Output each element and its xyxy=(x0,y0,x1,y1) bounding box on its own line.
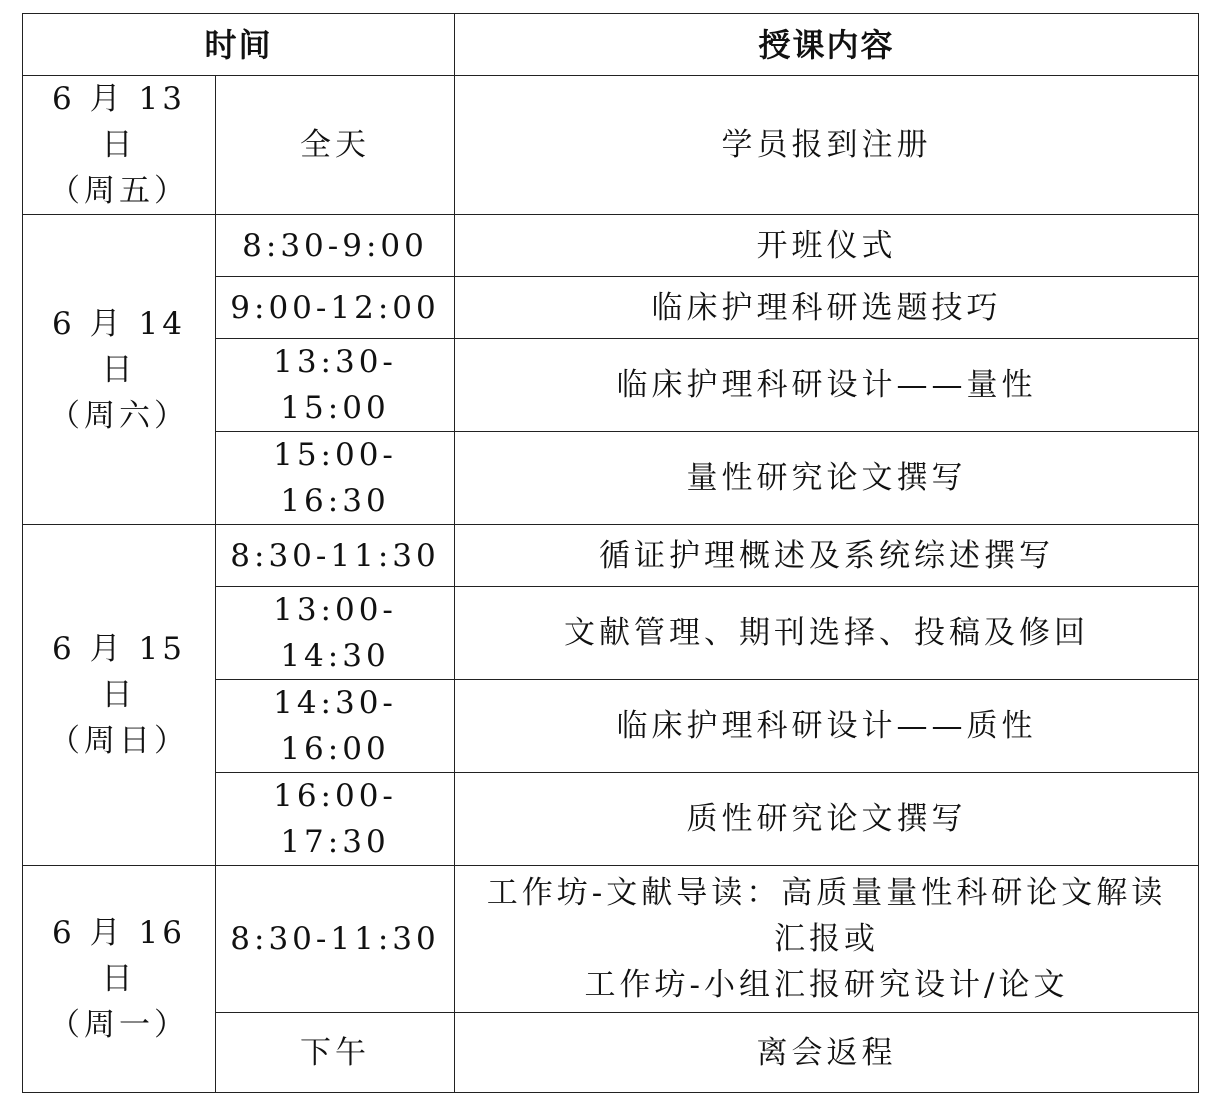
content-cell: 临床护理科研设计——量性 xyxy=(455,339,1199,432)
date-cell xyxy=(23,76,216,215)
table-row xyxy=(23,525,1199,587)
content-cell: 文献管理、期刊选择、投稿及修回 xyxy=(455,587,1199,680)
content-cell: 临床护理科研设计——质性 xyxy=(455,680,1199,773)
date-cell xyxy=(23,866,216,1093)
date-cell xyxy=(23,525,216,866)
weekday-text: （周日） xyxy=(49,723,189,759)
time-cell: 8:30-11:30 xyxy=(216,866,455,1013)
table-row xyxy=(23,76,1199,215)
content-cell: 循证护理概述及系统综述撰写 xyxy=(455,525,1199,587)
content-cell: 开班仪式 xyxy=(455,215,1199,277)
content-cell: 离会返程 xyxy=(455,1013,1199,1093)
time-cell: 下午 xyxy=(216,1013,455,1093)
time-cell: 全天 xyxy=(216,76,455,215)
content-cell: 学员报到注册 xyxy=(455,76,1199,215)
header-time: 时间 xyxy=(23,14,455,76)
time-cell: 8:30-9:00 xyxy=(216,215,455,277)
time-cell: 9:00-12:00 xyxy=(216,277,455,339)
content-cell: 量性研究论文撰写 xyxy=(455,432,1199,525)
content-cell: 临床护理科研选题技巧 xyxy=(455,277,1199,339)
time-cell: 13:30-15:00 xyxy=(216,339,455,432)
table-row xyxy=(23,866,1199,1013)
content-line: 工作坊-文献导读：高质量量性科研论文解读 xyxy=(486,875,1167,911)
content-cell: 质性研究论文撰写 xyxy=(455,773,1199,866)
time-cell: 8:30-11:30 xyxy=(216,525,455,587)
schedule-table xyxy=(22,13,1199,1093)
weekday-text: （周六） xyxy=(49,397,189,434)
date-text: 6 月 14 日 xyxy=(52,305,186,388)
time-cell: 14:30-16:00 xyxy=(216,680,455,773)
date-cell xyxy=(23,215,216,525)
weekday-text: （周一） xyxy=(49,1007,189,1043)
header-content: 授课内容 xyxy=(455,14,1199,76)
content-line: 汇报或 xyxy=(774,921,880,957)
date-text: 6 月 13 日 xyxy=(52,81,186,163)
time-cell: 15:00-16:30 xyxy=(216,432,455,525)
header-row xyxy=(23,14,1199,76)
time-cell: 16:00-17:30 xyxy=(216,773,455,866)
table-row xyxy=(23,215,1199,277)
date-text: 6 月 16 日 xyxy=(52,915,186,997)
time-cell: 13:00-14:30 xyxy=(216,587,455,680)
content-cell xyxy=(455,866,1199,1013)
date-text: 6 月 15 日 xyxy=(52,631,186,713)
content-line: 工作坊-小组汇报研究设计/论文 xyxy=(584,967,1069,1003)
weekday-text: （周五） xyxy=(49,173,189,209)
